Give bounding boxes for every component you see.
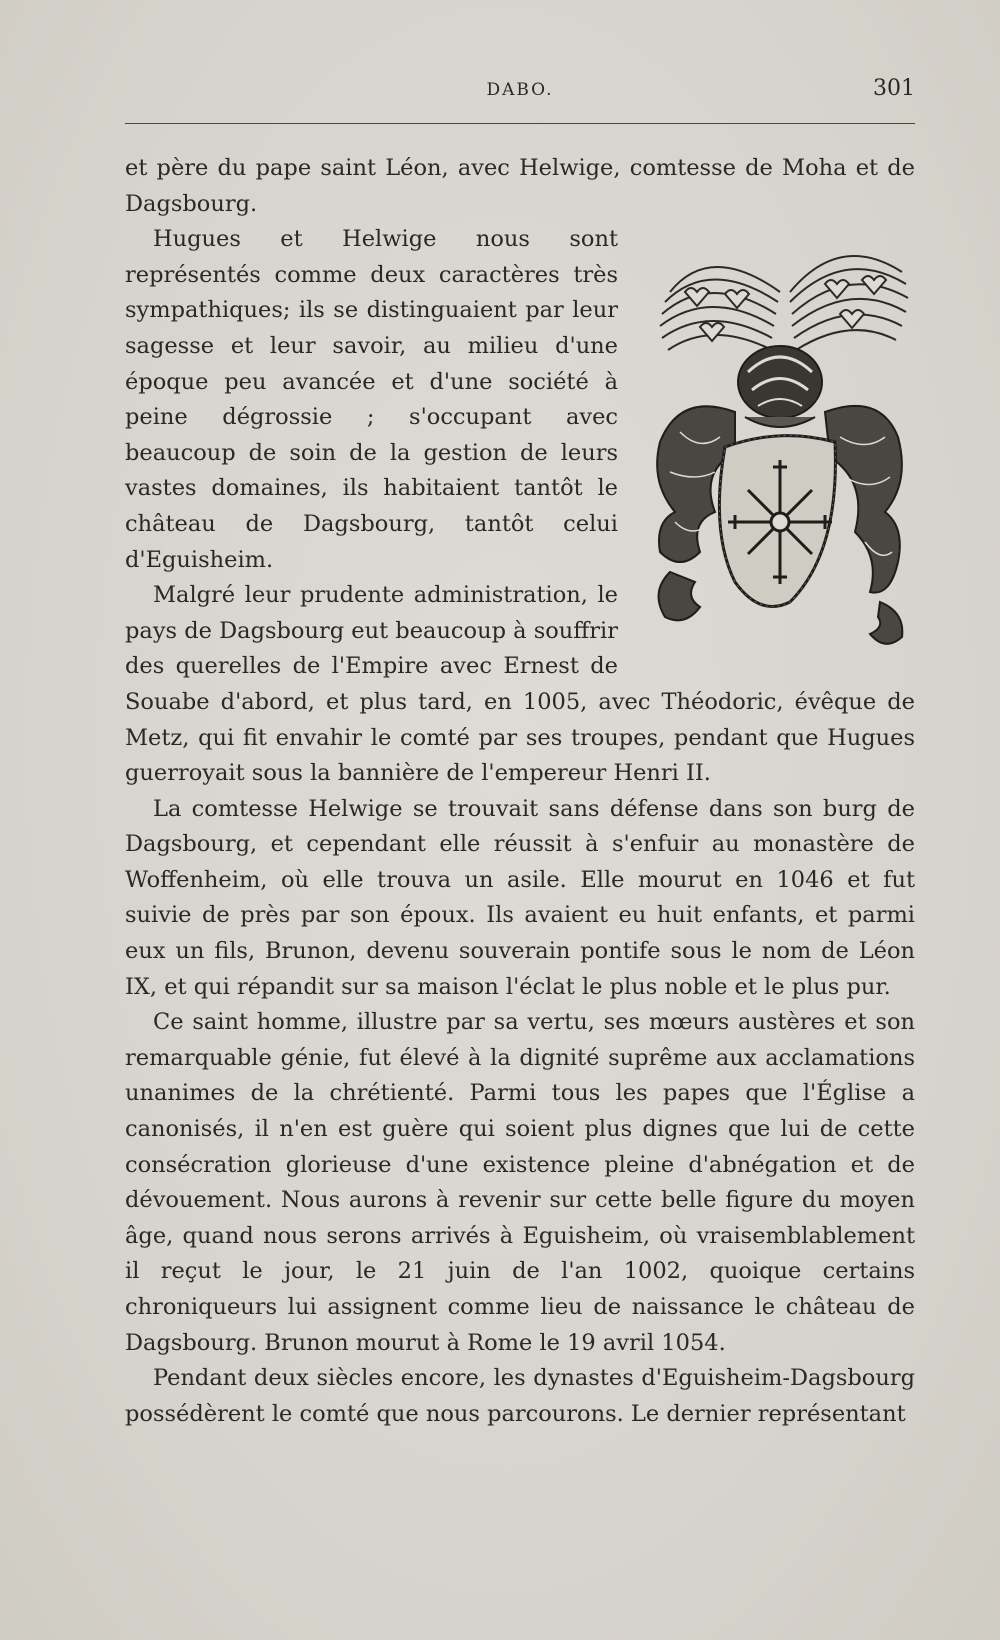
body-text xyxy=(125,151,915,1432)
page-number: 301 xyxy=(873,76,915,101)
running-title: DABO. xyxy=(486,80,554,100)
paragraph-3: Malgré leur prudente administration, le pays de Dagsbourg eut beaucoup à souffrir des querelles de l'Empire avec Ernest de Souabe d'abord, et plus tard, en 1005, avec Théodoric, évêque de Metz, qui fit envahir le comté par ses troupes, pendant que Hugues guerroyait sous la bannière de l'empereur Henri II. xyxy=(125,582,915,787)
paragraph-6: Pendant deux siècles encore, les dynastes d'Eguisheim-Dagsbourg possédèrent le comté que nous parcourons. Le dernier représentant xyxy=(125,1365,915,1427)
running-head xyxy=(125,76,915,106)
paragraph-1: et père du pape saint Léon, avec Helwige, comtesse de Moha et de Dagsbourg. xyxy=(125,155,915,217)
paragraph-5: Ce saint homme, illustre par sa vertu, ses mœurs austères et son remarquable génie, fut élevé à la dignité suprême aux acclamations unanimes de la chrétienté. Parmi tous les papes que l'Église a canonisés, il n'en est guère qui soient plus dignes que lui de cette consécration glorieuse d'une existence pleine d'abnégation et de dévouement. Nous aurons à revenir sur cette belle figure du moyen âge, quand nous serons arrivés à Eguisheim, où vraisemblablement il reçut le jour, le 21 juin de l'an 1002, quoique certains chroniqueurs lui assignent comme lieu de naissance le château de Dagsbourg. Brunon mourut à Rome le 19 avril 1054. xyxy=(125,1009,915,1356)
paragraph-2: Hugues et Helwige nous sont représentés comme deux caractères très sympathiques; ils se distinguaient par leur sagesse et leur savoir, au milieu d'une époque peu avancée et d'une société à peine dégrossie ; s'occupant avec beaucoup de soin de la gestion de leurs vastes domaines, ils habitaient tantôt le château de Dagsbourg, tantôt celui d'Eguisheim. xyxy=(125,226,618,573)
header-rule xyxy=(125,123,915,124)
paragraph-4: La comtesse Helwige se trouvait sans défense dans son burg de Dagsbourg, et cependant elle réussit à s'enfuir au monastère de Woffenheim, où elle trouva un asile. Elle mourut en 1046 et fut suivie de près par son époux. Ils avaient eu huit enfants, et parmi eux un fils, Brunon, devenu souverain pontife sous le nom de Léon IX, et qui répandit sur sa maison l'éclat le plus noble et le plus pur. xyxy=(125,795,915,1000)
coat-of-arms-icon xyxy=(640,222,915,657)
